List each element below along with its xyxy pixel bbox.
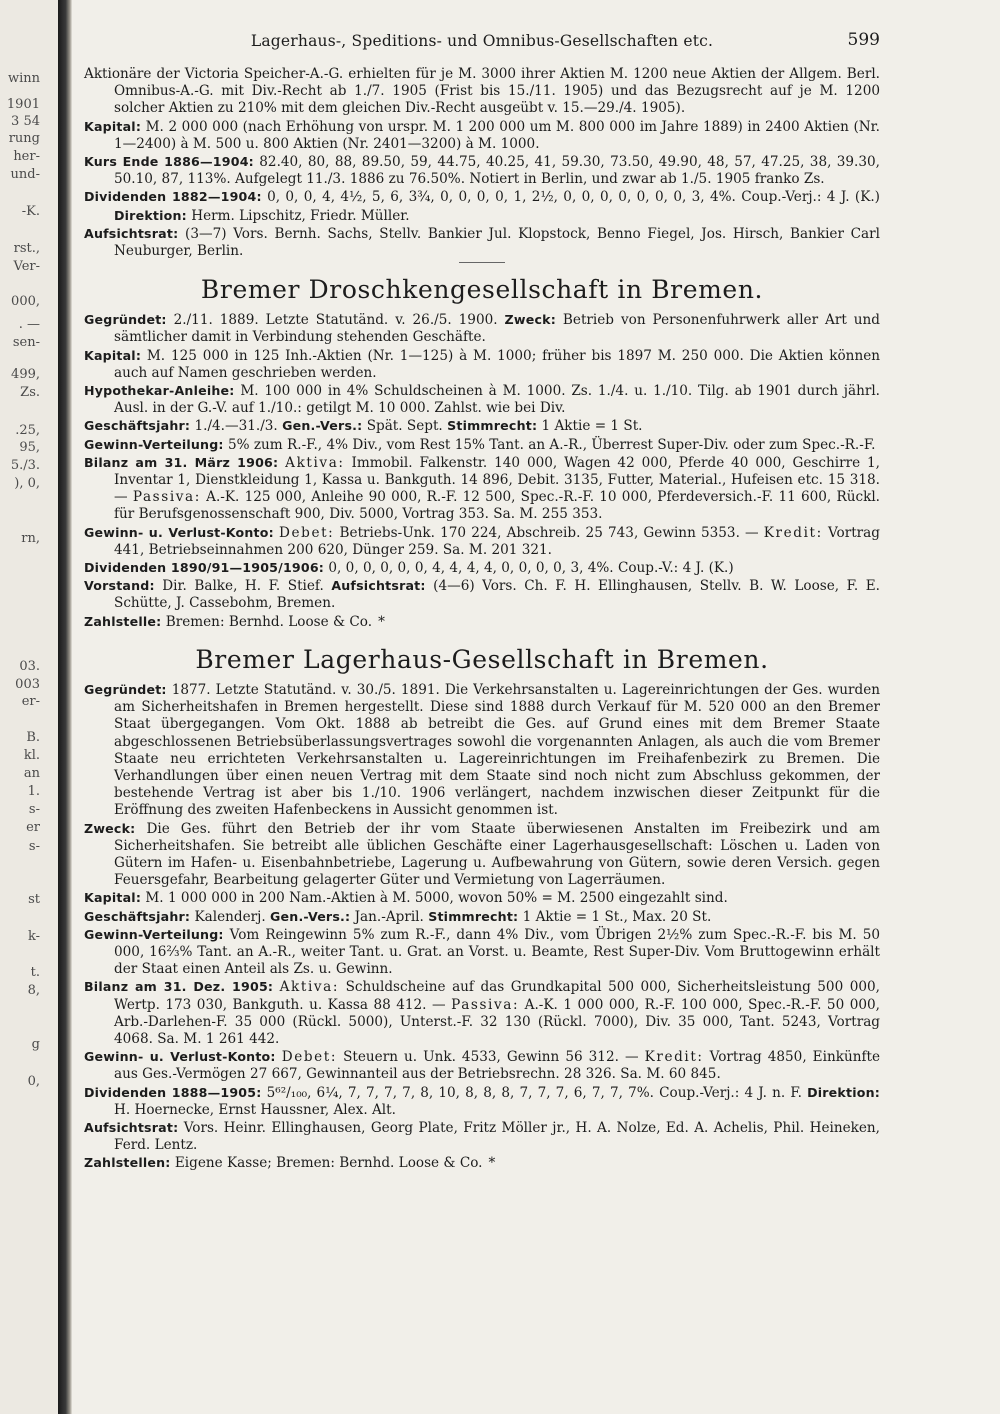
supervisory-board-line: Aufsichtsrat: (3—7) Vors. Bernh. Sachs, Stellv. Bankier Jul. Klopstock, Benno Fiegel, Jos. Hirsch, Bankier Carl Neuburger, Berlin. [84,225,880,260]
profit-loss-line: Gewinn- u. Verlust-Konto: Debet: Steuern u. Unk. 4533, Gewinn 56 312. — Kredit: Vortrag 4850, Einkünfte aus Ges.-Vermögen 27 667, Gewinnanteil aus der Betriebsrechn. 28 326. Sa. M. 60 845. [84,1049,880,1083]
company-title: Bremer Droschkengesellschaft in Bremen. [200,275,764,305]
margin-fragment: und- [10,167,40,182]
dividends-line: Dividenden 1882—1904: 0, 0, 0, 4, 4½, 5, 6, 3¾, 0, 0, 0, 0, 1, 2½, 0, 0, 0, 0, 0, 0, 0, 3, 4%. Coup.-Verj.: 4 J. (K.) Direktion: Herm. Lipschitz, Friedr. Müller. [84,189,880,224]
margin-fragment: 5./3. [10,458,40,473]
margin-fragment: t. [30,965,40,980]
margin-fragment: sen- [12,335,40,350]
balance-sheet-line: Bilanz am 31. März 1906: Aktiva: Immobil. Falkenstr. 140 000, Wagen 42 000, Pferde 40 000, Geschirre 1, Inventar 1, Dienstkleidung 1, Kassa u. Bankguth. 14 896, Debit. 3135, Futter, Material., Hufeisen etc. 15 318. — Passiva: A.-K. 125 000, Anleihe 90 000, R.-F. 12 500, Spec.-R.-F. 10 000, Pferdeversich.-F. 11 600, Rückl. für Berufsgenossenschaft 900, Div. 5000, Vortrag 353. Sa. M. 255 353. [84,454,880,523]
margin-fragment: 3 54 [11,114,40,129]
balance-sheet-line: Bilanz am 31. Dez. 1905: Aktiva: Schuldscheine auf das Grundkapital 500 000, Sicherheitsleistung 500 000, Wertp. 173 030, Bankguth. u. Kassa 88 412. — Passiva: A.-K. 1 000 000, R.-F. 100 000, Spec.-R.-F. 50 000, Arb.-Darlehen-F. 35 000 (Rückl. 5000), Unterst.-F. 32 130 (Rückl. 7000), Div. 35 000, Tant. 5243, Vortrag 4068. Sa. M. 1 261 442. [84,979,880,1047]
adjacent-page-edge [0,0,58,1414]
margin-fragment: 003 [15,677,40,692]
margin-fragment: 03. [19,659,40,674]
margin-fragment: g [31,1037,40,1052]
margin-fragment: winn [7,71,40,86]
margin-fragment: er- [21,694,40,709]
founded-line: Gegründet: 2./11. 1889. Letzte Statutänd. v. 26./5. 1900. Zweck: Betrieb von Personenfuhrwerk aller Art und sämtlicher damit in Verbindung stehenden Geschäfte. [84,312,880,346]
margin-fragment: st [28,892,40,907]
section-divider [459,262,505,263]
supervisory-board-line: Aufsichtsrat: Vors. Heinr. Ellinghausen, Georg Plate, Fritz Möller jr., H. A. Nolze, Ed. A. Achelis, Phil. Heineken, Ferd. Lentz. [84,1119,880,1154]
running-title: Lagerhaus-, Speditions- und Omnibus-Gesellschaften etc. [250,32,714,50]
profit-loss-line: Gewinn- u. Verlust-Konto: Debet: Betriebs-Unk. 170 224, Abschreib. 25 743, Gewinn 5353. — Kredit: Vortrag 441, Betriebseinnahmen 200 620, Dünger 259. Sa. M. 201 321. [84,524,880,558]
margin-fragment: 95, [19,440,40,455]
paying-agent-line: Zahlstellen: Eigene Kasse; Bremen: Bernhd. Loose & Co. * [84,1155,496,1172]
profit-distribution-line: Gewinn-Verteilung: 5% zum R.-F., 4% Div., vom Rest 15% Tant. an A.-R., Überrest Super-Div. oder zum Spec.-R.-F. [84,436,876,453]
document-page [84,22,880,1392]
margin-fragment: -K. [21,204,40,219]
margin-fragment: k- [27,929,40,944]
margin-fragment: B. [26,730,40,745]
margin-fragment: 8, [27,983,40,998]
company-title: Bremer Lagerhaus-Gesellschaft in Bremen. [195,644,769,674]
margin-fragment: er [26,820,40,835]
margin-fragment: 0, [27,1074,40,1089]
margin-fragment: 1. [27,784,40,799]
margin-fragment: s- [28,839,40,854]
kurs-line: Kurs Ende 1886—1904: 82.40, 80, 88, 89.50, 59, 44.75, 40.25, 41, 59.30, 73.50, 49.90, 48, 57, 47.25, 38, 39.30, 50.10, 87, 113%. Aufgelegt 11./3. 1886 zu 76.50%. Notiert in Berlin, und zwar ab 1./5. 1905 franko Zs. [84,154,881,188]
kapital-line: Kapital: M. 125 000 in 125 Inh.-Aktien (Nr. 1—125) à M. 1000; früher bis 1897 M. 250 000. Die Aktien können auch auf Namen geschrieben werden. [84,347,880,381]
founded-line: Gegründet: 1877. Letzte Statutänd. v. 30./5. 1891. Die Verkehrsanstalten u. Lagereinrichtungen der Ges. wurden am Sicherheitshafen in Bremen hergestellt. Diese sind 1888 durch Verkauf für M. 520 000 an den Bremer Staat übergegangen. Vom Okt. 1888 ab betreibt die Ges. auf Grund eines mit dem Bremer Staate abgeschlossenen Betriebsüberlassungsvertrages sowohl die vorgenannten Anlagen, als auch die vom Bremer Staate neu errichteten Verkehrsanstalten u. Lagereinrichtungen im Freihafenbezirk zu Bremen. Die Verhandlungen über einen neuen Vertrag mit dem Staate sind noch nicht zum Abschluss gekommen, der bestehende Vertrag ist aber bis 1./10. 1906 verlängert, nachdem inzwischen dieser Zeitpunkt für die Eröffnung des zweiten Hafenbeckens in Aussicht genommen ist. [84,681,881,819]
fiscal-year-line: Geschäftsjahr: 1./4.—31./3. Gen.-Vers.: Spät. Sept. Stimmrecht: 1 Aktie = 1 St. [84,418,643,435]
margin-fragment: s- [28,802,40,817]
profit-distribution-line: Gewinn-Verteilung: Vom Reingewinn 5% zum R.-F., dann 4% Div., vom Übrigen 2½% zum Spec.-R.-F. bis M. 50 000, 16⅔% Tant. an A.-R., weiter Tant. u. Grat. an Vorst. u. Beamte, Rest Super-Div. Vom Bruttogewinn erhält der Staat einen Anteil als Zs. u. Gewinn. [84,926,880,978]
margin-fragment: rst., [13,241,40,256]
margin-fragment: 000, [11,294,40,309]
margin-fragment: Zs. [20,385,40,400]
margin-fragment: kl. [23,748,40,763]
entry-intro: Aktionäre der Victoria Speicher-A.-G. erhielten für je M. 3000 ihrer Aktien M. 1200 neue Aktien der Allgem. Berl. Omnibus-A.-G. mit Div.-Recht ab 1./7. 1905 (Frist bis 15./11. 1905) und das Bezugsrecht auf je M. 1200 solcher Aktien zu 210% mit dem gleichen Div.-Recht ausgeübt v. 15.—29./4. 1905). [84,66,880,117]
margin-fragment: her- [13,149,40,164]
purpose-line: Zweck: Die Ges. führt den Betrieb der ihr vom Staate überwiesenen Anstalten im Freibezirk und am Sicherheitshafen. Sie betreibt alle üblichen Geschäfte einer Lagerhausgesellschaft: Löschen u. Laden von Gütern im Hafen- u. Eisenbahnbetriebe, Lagerung u. Aufbewahrung von Gütern, sowie deren Versich. gegen Feuersgefahr, Bearbeitung gelagerter Güter und Vermietung von Lagerräumen. [84,820,880,889]
board-line: Vorstand: Dir. Balke, H. F. Stief. Aufsichtsrat: (4—6) Vors. Ch. F. H. Ellinghausen, Stellv. B. W. Loose, F. E. Schütte, J. Cassebohm, Bremen. [84,578,880,612]
fiscal-year-line: Geschäftsjahr: Kalenderj. Gen.-Vers.: Jan.-April. Stimmrecht: 1 Aktie = 1 St., Max. 20 St. [84,908,712,925]
dividends-line: Dividenden 1888—1905: 5⁶²/₁₀₀, 6¼, 7, 7, 7, 7, 8, 10, 8, 8, 8, 7, 7, 7, 6, 7, 7, 7%. Coup.-Verj.: 4 J. n. F. Direktion: H. Hoernecke, Ernst Haussner, Alex. Alt. [84,1084,880,1118]
margin-fragment: ), 0, [14,476,40,491]
margin-fragment: 499, [11,367,40,382]
margin-fragment: rung [8,131,40,146]
running-header [84,22,880,56]
margin-fragment: an [23,766,40,781]
mortgage-loan-line: Hypothekar-Anleihe: M. 100 000 in 4% Schuldscheinen à M. 1000. Zs. 1./4. u. 1./10. Tilg. ab 1901 durch jährl. Ausl. in der G.-V. auf 1./10.: getilgt M. 10 000. Zahlst. wie bei Div. [84,383,880,417]
dividends-line: Dividenden 1890/91—1905/1906: 0, 0, 0, 0, 0, 0, 4, 4, 4, 4, 0, 0, 0, 0, 3, 4%. Coup.-V.: 4 J. (K.) [84,560,734,577]
kapital-line: Kapital: M. 2 000 000 (nach Erhöhung von urspr. M. 1 200 000 um M. 800 000 im Jahre 1889) in 2400 Aktien (Nr. 1—2400) à M. 500 u. 800 Aktien (Nr. 2401—3200) à M. 1000. [84,118,881,152]
book-gutter [58,0,72,1414]
margin-fragment: 1901 [6,97,40,112]
previous-entry [84,66,880,263]
margin-fragment: .25, [15,423,40,438]
margin-fragment: rn, [21,531,40,546]
paying-agent-line: Zahlstelle: Bremen: Bernhd. Loose & Co. * [84,613,385,630]
company-entry-lagerhaus [84,645,880,1173]
margin-fragment: Ver- [13,259,40,274]
page-number: 599 [847,30,880,50]
company-entry-droschken [84,275,880,631]
margin-fragment: . — [18,317,40,332]
kapital-line: Kapital: M. 1 000 000 in 200 Nam.-Aktien à M. 5000, wovon 50% = M. 2500 eingezahlt sind. [84,890,728,907]
